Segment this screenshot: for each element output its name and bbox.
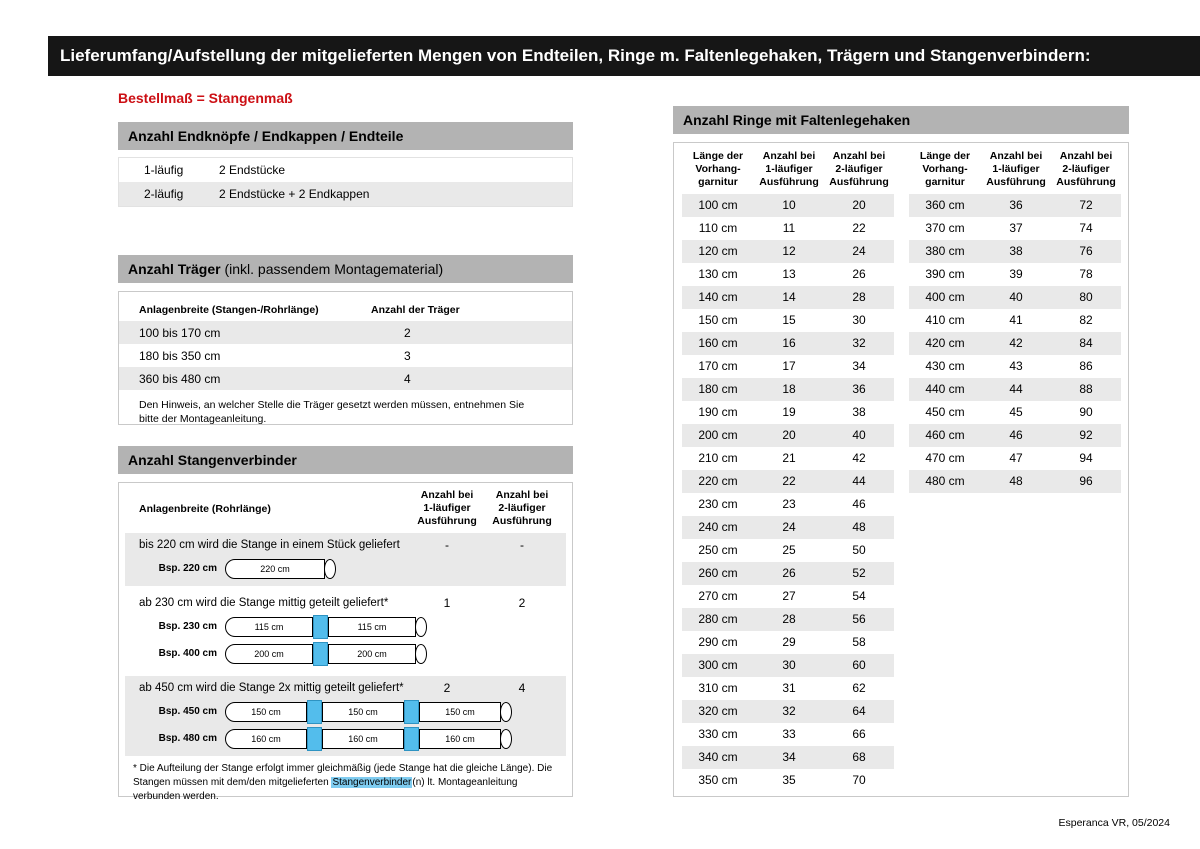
ring-count-1-laeufig: 45 <box>1009 405 1023 419</box>
rod-segment: 220 cm <box>225 559 325 579</box>
ring-count-1-laeufig: 19 <box>782 405 796 419</box>
section-header-stangenverbinder <box>118 446 573 474</box>
count-1-laeufig: 1 <box>443 596 451 610</box>
section-title: Anzahl Ringe mit Faltenlegehaken <box>683 112 911 128</box>
ring-count-2-laeufig: 82 <box>1079 313 1093 327</box>
width-range: 100 bis 170 cm <box>139 325 221 340</box>
ring-length: 240 cm <box>698 520 738 534</box>
ring-count-2-laeufig: 70 <box>852 773 866 787</box>
ring-table-row <box>682 723 894 746</box>
traeger-note: Den Hinweis, an welcher Stelle die Träger gesetzt werden müssen, entnehmen Sie bitte der Montageanleitung. <box>139 399 525 426</box>
section-title: Anzahl Stangenverbinder <box>128 452 297 468</box>
ring-count-2-laeufig: 64 <box>852 704 866 718</box>
ring-length: 130 cm <box>698 267 738 281</box>
ring-table-row <box>682 309 894 332</box>
ring-count-1-laeufig: 34 <box>782 750 796 764</box>
ring-table-row <box>682 539 894 562</box>
ring-table-row <box>682 378 894 401</box>
section-description-row <box>125 680 566 698</box>
ring-length: 290 cm <box>698 635 738 649</box>
ring-length: 300 cm <box>698 658 738 672</box>
column-header-line: Anzahl bei <box>762 150 816 162</box>
ring-count-1-laeufig: 25 <box>782 543 796 557</box>
ring-count-2-laeufig: 74 <box>1079 221 1093 235</box>
ring-length: 230 cm <box>698 497 738 511</box>
ring-table-row <box>909 424 1121 447</box>
ring-count-2-laeufig: 44 <box>852 474 866 488</box>
ring-table-row <box>682 424 894 447</box>
section-description: ab 450 cm wird die Stange 2x mittig geteilt geliefert* <box>139 682 404 694</box>
ring-table-row <box>909 355 1121 378</box>
ring-length: 140 cm <box>698 290 738 304</box>
stangenverbinder-table <box>118 482 573 802</box>
ring-count-2-laeufig: 30 <box>852 313 866 327</box>
column-header-line: garnitur <box>698 176 738 189</box>
traeger-table-head <box>119 292 572 321</box>
section-header-rings <box>673 106 1129 134</box>
ring-count-1-laeufig: 30 <box>782 658 796 672</box>
rod-example <box>125 725 566 752</box>
bestellmass-note: Bestellmaß = Stangenmaß <box>118 90 293 106</box>
ring-count-1-laeufig: 43 <box>1009 359 1023 373</box>
rod-connector-icon <box>313 615 328 639</box>
traeger-rows <box>119 321 572 390</box>
section-header-traeger <box>118 255 573 283</box>
traeger-table <box>118 291 573 425</box>
column-header-2-laeufig <box>487 489 557 528</box>
ring-count-2-laeufig: 76 <box>1079 244 1093 258</box>
ring-count-2-laeufig: 48 <box>852 520 866 534</box>
endpieces-table <box>118 157 573 207</box>
ring-count-1-laeufig: 21 <box>782 451 796 465</box>
ring-count-1-laeufig: 33 <box>782 727 796 741</box>
column-header-line: Länge der <box>692 150 744 162</box>
run-type-label: 1-läufig <box>144 163 184 177</box>
ring-count-1-laeufig: 17 <box>782 359 796 373</box>
ring-count-1-laeufig: 23 <box>782 497 796 511</box>
rod-connector-icon <box>404 727 419 751</box>
ring-count-1-laeufig: 10 <box>782 198 796 212</box>
ring-length: 120 cm <box>698 244 738 258</box>
column-header-line: Anzahl bei <box>495 489 549 501</box>
traeger-count: 2 <box>404 325 411 340</box>
ring-count-2-laeufig: 38 <box>852 405 866 419</box>
ring-count-1-laeufig: 27 <box>782 589 796 603</box>
column-header-line: garnitur <box>925 176 965 189</box>
ring-length: 480 cm <box>925 474 965 488</box>
ring-table-row <box>682 585 894 608</box>
traeger-count: 3 <box>404 348 411 363</box>
ring-table-row <box>682 401 894 424</box>
ring-length: 170 cm <box>698 359 738 373</box>
ring-table-row <box>682 240 894 263</box>
ring-length: 260 cm <box>698 566 738 580</box>
section-description-row <box>125 595 566 613</box>
ring-length: 350 cm <box>698 773 738 787</box>
ring-count-2-laeufig: 50 <box>852 543 866 557</box>
ring-table-row <box>682 608 894 631</box>
traeger-row <box>119 344 572 367</box>
ring-table-row <box>909 194 1121 217</box>
example-label: Bsp. 230 cm <box>158 621 217 632</box>
ring-table-row <box>682 332 894 355</box>
column-header-line: Vorhang- <box>695 163 741 176</box>
ring-count-1-laeufig: 28 <box>782 612 796 626</box>
ring-length: 390 cm <box>925 267 965 281</box>
ring-length: 190 cm <box>698 405 738 419</box>
ring-count-1-laeufig: 16 <box>782 336 796 350</box>
ring-length: 250 cm <box>698 543 738 557</box>
column-header-line: Anzahl bei <box>1059 150 1113 162</box>
column-header-1-laeufig <box>412 489 482 528</box>
ring-table-100-350 <box>682 148 894 792</box>
section-title: Anzahl Träger <box>128 261 221 277</box>
ring-count-1-laeufig: 48 <box>1009 474 1023 488</box>
rod-graphic <box>225 700 512 724</box>
ring-count-2-laeufig: 42 <box>852 451 866 465</box>
example-label: Bsp. 400 cm <box>158 648 217 659</box>
ring-count-1-laeufig: 24 <box>782 520 796 534</box>
ring-count-1-laeufig: 29 <box>782 635 796 649</box>
ring-count-1-laeufig: 31 <box>782 681 796 695</box>
ring-table-row <box>682 286 894 309</box>
rod-connector-icon <box>404 700 419 724</box>
ring-count-1-laeufig: 40 <box>1009 290 1023 304</box>
ring-length: 270 cm <box>698 589 738 603</box>
rod-segment: 160 cm <box>322 729 404 749</box>
ring-count-2-laeufig: 66 <box>852 727 866 741</box>
example-label: Bsp. 220 cm <box>158 563 217 574</box>
ring-table-row <box>909 286 1121 309</box>
ring-count-1-laeufig: 20 <box>782 428 796 442</box>
ring-count-1-laeufig: 12 <box>782 244 796 258</box>
ring-count-1-laeufig: 32 <box>782 704 796 718</box>
footnote <box>133 762 558 804</box>
ring-length: 160 cm <box>698 336 738 350</box>
ring-count-2-laeufig: 94 <box>1079 451 1093 465</box>
title-bar <box>48 36 1200 76</box>
verbinder-section <box>125 676 566 756</box>
ring-count-1-laeufig: 37 <box>1009 221 1023 235</box>
ring-length: 100 cm <box>698 198 738 212</box>
column-header-line: Ausführung <box>829 176 889 189</box>
ring-count-2-laeufig: 78 <box>1079 267 1093 281</box>
ring-table-row <box>909 401 1121 424</box>
rod-graphic <box>225 615 427 639</box>
column-header <box>1051 148 1121 194</box>
ring-length: 220 cm <box>698 474 738 488</box>
rod-end-cap-icon <box>415 617 427 637</box>
ring-count-2-laeufig: 32 <box>852 336 866 350</box>
ring-length: 370 cm <box>925 221 965 235</box>
count-1-laeufig: 2 <box>443 681 451 695</box>
ring-count-2-laeufig: 56 <box>852 612 866 626</box>
ring-count-1-laeufig: 11 <box>782 221 796 235</box>
rod-graphic <box>225 727 512 751</box>
section-title: Anzahl Endknöpfe / Endkappen / Endteile <box>128 128 404 144</box>
section-header-endpieces <box>118 122 573 150</box>
example-label: Bsp. 480 cm <box>158 733 217 744</box>
rod-segment: 160 cm <box>419 729 501 749</box>
endpieces-row <box>119 182 572 206</box>
column-header-line: Anzahl bei <box>832 150 886 162</box>
ring-count-1-laeufig: 39 <box>1009 267 1023 281</box>
ring-table-row <box>909 470 1121 493</box>
column-header-line: 1-läufiger <box>765 163 813 176</box>
example-label: Bsp. 450 cm <box>158 706 217 717</box>
ring-table-row <box>682 769 894 792</box>
column-header-line: Vorhang- <box>922 163 968 176</box>
rod-segment: 150 cm <box>225 702 307 722</box>
verbinder-section <box>125 591 566 671</box>
rod-example <box>125 640 566 667</box>
ring-count-2-laeufig: 72 <box>1079 198 1093 212</box>
ring-length: 460 cm <box>925 428 965 442</box>
endpiece-count: 2 Endstücke + 2 Endkappen <box>219 187 370 201</box>
column-header-line: 1-läufiger <box>992 163 1040 176</box>
rod-segment: 150 cm <box>322 702 404 722</box>
column-header <box>981 148 1051 194</box>
ring-count-1-laeufig: 41 <box>1009 313 1023 327</box>
column-header-line: Anzahl bei <box>420 489 474 501</box>
ring-count-1-laeufig: 15 <box>782 313 796 327</box>
width-range: 360 bis 480 cm <box>139 371 221 386</box>
ring-length: 330 cm <box>698 727 738 741</box>
section-description: ab 230 cm wird die Stange mittig geteilt geliefert* <box>139 597 389 609</box>
ring-table-360-480 <box>909 148 1121 493</box>
rod-segment: 115 cm <box>328 617 416 637</box>
ring-count-2-laeufig: 96 <box>1079 474 1093 488</box>
rod-segment: 160 cm <box>225 729 307 749</box>
ring-count-1-laeufig: 42 <box>1009 336 1023 350</box>
ring-table-row <box>909 240 1121 263</box>
ring-count-2-laeufig: 22 <box>852 221 866 235</box>
ring-length: 470 cm <box>925 451 965 465</box>
ring-table-row <box>909 263 1121 286</box>
ring-table-row <box>682 194 894 217</box>
rod-graphic <box>225 642 427 666</box>
ring-table-row <box>682 677 894 700</box>
ring-count-2-laeufig: 54 <box>852 589 866 603</box>
ring-length: 450 cm <box>925 405 965 419</box>
ring-count-2-laeufig: 58 <box>852 635 866 649</box>
rod-segment: 150 cm <box>419 702 501 722</box>
ring-count-2-laeufig: 68 <box>852 750 866 764</box>
ring-count-2-laeufig: 80 <box>1079 290 1093 304</box>
rod-end-cap-icon <box>415 644 427 664</box>
ring-table-row <box>682 562 894 585</box>
column-header <box>909 148 981 194</box>
ring-length: 150 cm <box>698 313 738 327</box>
ring-table-row <box>682 263 894 286</box>
rod-graphic <box>225 559 336 579</box>
ring-table-row <box>909 378 1121 401</box>
rod-connector-icon <box>307 700 322 724</box>
column-header-anzahl-traeger: Anzahl der Träger <box>371 304 460 316</box>
document-footer: Esperanca VR, 05/2024 <box>1058 817 1170 829</box>
column-header-line: 2-läufiger <box>1062 163 1110 176</box>
ring-table-row <box>682 746 894 769</box>
page-title: Lieferumfang/Aufstellung der mitgelieferten Mengen von Endteilen, Ringe m. Faltenlegehaken, Trägern und Stangenverbindern: <box>60 46 1091 65</box>
ring-length: 380 cm <box>925 244 965 258</box>
ring-count-2-laeufig: 20 <box>852 198 866 212</box>
run-type-label: 2-läufig <box>144 187 184 201</box>
ring-count-2-laeufig: 36 <box>852 382 866 396</box>
column-header-line: Ausführung <box>759 176 819 189</box>
footnote-text: (n) lt. Montageanleitung verbunden werden. <box>133 777 518 802</box>
column-header <box>824 148 894 194</box>
ring-length: 280 cm <box>698 612 738 626</box>
ring-table-row <box>909 332 1121 355</box>
ring-table-row <box>909 217 1121 240</box>
traeger-row <box>119 321 572 344</box>
ring-table-row <box>682 355 894 378</box>
ring-count-2-laeufig: 28 <box>852 290 866 304</box>
rod-end-cap-icon <box>500 729 512 749</box>
stangenverbinder-table-head <box>119 483 572 533</box>
rod-example <box>125 555 566 582</box>
ring-length: 410 cm <box>925 313 965 327</box>
column-header-line: Ausführung <box>986 176 1046 189</box>
rod-connector-icon <box>313 642 328 666</box>
column-header-line: 2-läufiger <box>498 502 546 515</box>
column-header <box>682 148 754 194</box>
ring-count-2-laeufig: 86 <box>1079 359 1093 373</box>
ring-table-row <box>682 654 894 677</box>
column-header-anlagenbreite: Anlagenbreite (Rohrlänge) <box>139 503 271 515</box>
endpiece-count: 2 Endstücke <box>219 163 286 177</box>
traeger-count: 4 <box>404 371 411 386</box>
verbinder-section <box>125 533 566 586</box>
ring-length: 320 cm <box>698 704 738 718</box>
width-range: 180 bis 350 cm <box>139 348 221 363</box>
ring-count-2-laeufig: 24 <box>852 244 866 258</box>
ring-count-1-laeufig: 22 <box>782 474 796 488</box>
ring-length: 180 cm <box>698 382 738 396</box>
ring-table-row <box>682 516 894 539</box>
ring-length: 110 cm <box>698 221 738 235</box>
ring-count-1-laeufig: 26 <box>782 566 796 580</box>
column-header-anlagenbreite: Anlagenbreite (Stangen-/Rohrlänge) <box>139 304 319 316</box>
ring-table-row <box>682 447 894 470</box>
ring-count-1-laeufig: 47 <box>1009 451 1023 465</box>
ring-table-row <box>682 470 894 493</box>
ring-count-1-laeufig: 14 <box>782 290 796 304</box>
ring-table-header <box>682 148 894 194</box>
ring-table-row <box>682 700 894 723</box>
ring-table-row <box>682 217 894 240</box>
section-description: bis 220 cm wird die Stange in einem Stück geliefert <box>139 539 400 551</box>
ring-count-2-laeufig: 90 <box>1079 405 1093 419</box>
stangenverbinder-highlight: Stangenverbinder <box>332 777 412 788</box>
ring-count-2-laeufig: 84 <box>1079 336 1093 350</box>
column-header-line: Ausführung <box>1056 176 1116 189</box>
ring-count-1-laeufig: 36 <box>1009 198 1023 212</box>
rings-panel <box>673 142 1129 797</box>
column-header-line: Ausführung <box>417 515 477 528</box>
column-header-line: 2-läufiger <box>835 163 883 176</box>
ring-table-row <box>682 631 894 654</box>
rod-end-cap-icon <box>500 702 512 722</box>
ring-count-2-laeufig: 34 <box>852 359 866 373</box>
column-header-line: Anzahl bei <box>989 150 1043 162</box>
rod-segment: 115 cm <box>225 617 313 637</box>
column-header-line: Länge der <box>919 150 971 162</box>
traeger-row <box>119 367 572 390</box>
rod-example <box>125 613 566 640</box>
rod-segment: 200 cm <box>328 644 416 664</box>
endpieces-row <box>119 158 572 182</box>
count-2-laeufig: 4 <box>518 681 526 695</box>
ring-length: 420 cm <box>925 336 965 350</box>
ring-count-1-laeufig: 38 <box>1009 244 1023 258</box>
rod-connector-icon <box>307 727 322 751</box>
column-header-line: Ausführung <box>492 515 552 528</box>
ring-count-2-laeufig: 26 <box>852 267 866 281</box>
ring-count-1-laeufig: 35 <box>782 773 796 787</box>
column-header-line: 1-läufiger <box>423 502 471 515</box>
ring-count-1-laeufig: 13 <box>782 267 796 281</box>
section-subtitle: (inkl. passendem Montagematerial) <box>220 261 444 277</box>
ring-count-2-laeufig: 40 <box>852 428 866 442</box>
ring-length: 440 cm <box>925 382 965 396</box>
ring-length: 430 cm <box>925 359 965 373</box>
count-1-laeufig: - <box>445 538 449 552</box>
ring-length: 310 cm <box>698 681 738 695</box>
ring-length: 400 cm <box>925 290 965 304</box>
ring-length: 340 cm <box>698 750 738 764</box>
footnote-text: * Die Aufteilung der Stange erfolgt immer gleichmäßig (jede Stange hat die gleiche Länge). Die Stangen müssen mit dem/den mitgelieferten <box>133 763 553 788</box>
ring-count-2-laeufig: 52 <box>852 566 866 580</box>
ring-length: 210 cm <box>698 451 738 465</box>
count-2-laeufig: 2 <box>518 596 526 610</box>
ring-count-2-laeufig: 46 <box>852 497 866 511</box>
rod-segment: 200 cm <box>225 644 313 664</box>
rod-example <box>125 698 566 725</box>
stangenverbinder-sections <box>119 533 572 756</box>
section-description-row <box>125 537 566 555</box>
ring-count-1-laeufig: 46 <box>1009 428 1023 442</box>
ring-length: 200 cm <box>698 428 738 442</box>
ring-count-2-laeufig: 62 <box>852 681 866 695</box>
column-header <box>754 148 824 194</box>
count-2-laeufig: - <box>520 538 524 552</box>
ring-count-2-laeufig: 88 <box>1079 382 1093 396</box>
rod-end-cap-icon <box>324 559 336 579</box>
ring-count-2-laeufig: 92 <box>1079 428 1093 442</box>
ring-count-1-laeufig: 44 <box>1009 382 1023 396</box>
ring-table-row <box>909 309 1121 332</box>
ring-table-row <box>909 447 1121 470</box>
ring-table-row <box>682 493 894 516</box>
ring-length: 360 cm <box>925 198 965 212</box>
ring-table-header <box>909 148 1121 194</box>
ring-count-2-laeufig: 60 <box>852 658 866 672</box>
ring-count-1-laeufig: 18 <box>782 382 796 396</box>
